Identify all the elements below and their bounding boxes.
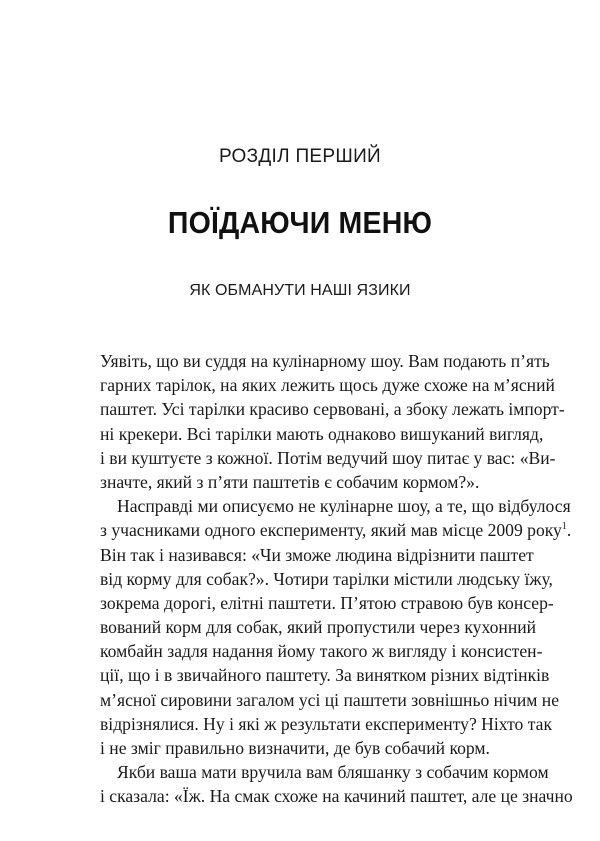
text-line: Уявіть, що ви суддя на кулінарному шоу. Вам подають п’ять bbox=[100, 351, 550, 371]
text-line: значте, який з п’яти паштетів є собачим кормом?». bbox=[100, 471, 480, 492]
text-line: зокрема дорогі, елітні паштети. П’ятою стравою був консер- bbox=[100, 592, 554, 613]
chapter-subtitle: ЯК ОБМАНУТИ НАШІ ЯЗИКИ bbox=[189, 282, 411, 299]
text-line: гарних тарілок, на яких лежить щось дуже схоже на м’ясний bbox=[100, 375, 555, 396]
text-line-with-footnote bbox=[100, 518, 572, 542]
text-line-content: з учасниками одного експерименту, який мав місце 2009 року bbox=[100, 520, 562, 541]
text-line: ні крекери. Всі тарілки мають однаково вишуканий вигляд, bbox=[100, 423, 544, 444]
text-line: і не зміг правильно визначити, де був собачий корм. bbox=[100, 738, 490, 758]
chapter-title: ПОЇДАЮЧИ МЕНЮ bbox=[167, 205, 433, 240]
footnote-trail: . bbox=[566, 520, 572, 541]
text-line: від корму для собак?». Чотири тарілки містили людську їжу, bbox=[100, 568, 553, 589]
text-line: комбайн задля надання йому такого ж вигляду і консистен- bbox=[100, 641, 543, 662]
text-line: Насправді ми описуємо не кулінарне шоу, а те, що відбулося bbox=[117, 496, 571, 517]
text-line: вований корм для собак, який пропустили через кухонний bbox=[100, 617, 537, 638]
text-line: і сказала: «Їж. На смак схоже на качиний паштет, але це значно bbox=[100, 786, 573, 807]
text-line: м’ясної сировини загалом усі ці паштети зовнішньо нічим не bbox=[100, 689, 560, 710]
text-line: і ви куштуєте з кожної. Потім ведучий шоу питає у вас: «Ви- bbox=[100, 447, 556, 468]
body-text bbox=[100, 349, 573, 809]
footnote-reference[interactable]: 1 bbox=[561, 521, 567, 533]
text-line: паштет. Усі тарілки красиво сервовані, а збоку лежать імпорт- bbox=[100, 399, 565, 420]
text-line: Він так і називався: «Чи зможе людина відрізнити паштет bbox=[100, 544, 534, 565]
text-line: ції, що і в звичайного паштету. За винятком різних відтінків bbox=[100, 665, 550, 686]
text-line: Якби ваша мати вручила вам бляшанку з собачим кормом bbox=[117, 762, 549, 783]
text-line: відрізнялися. Ну і які ж результати експерименту? Ніхто так bbox=[100, 713, 553, 734]
chapter-label: РОЗДІЛ ПЕРШИЙ bbox=[218, 146, 382, 167]
